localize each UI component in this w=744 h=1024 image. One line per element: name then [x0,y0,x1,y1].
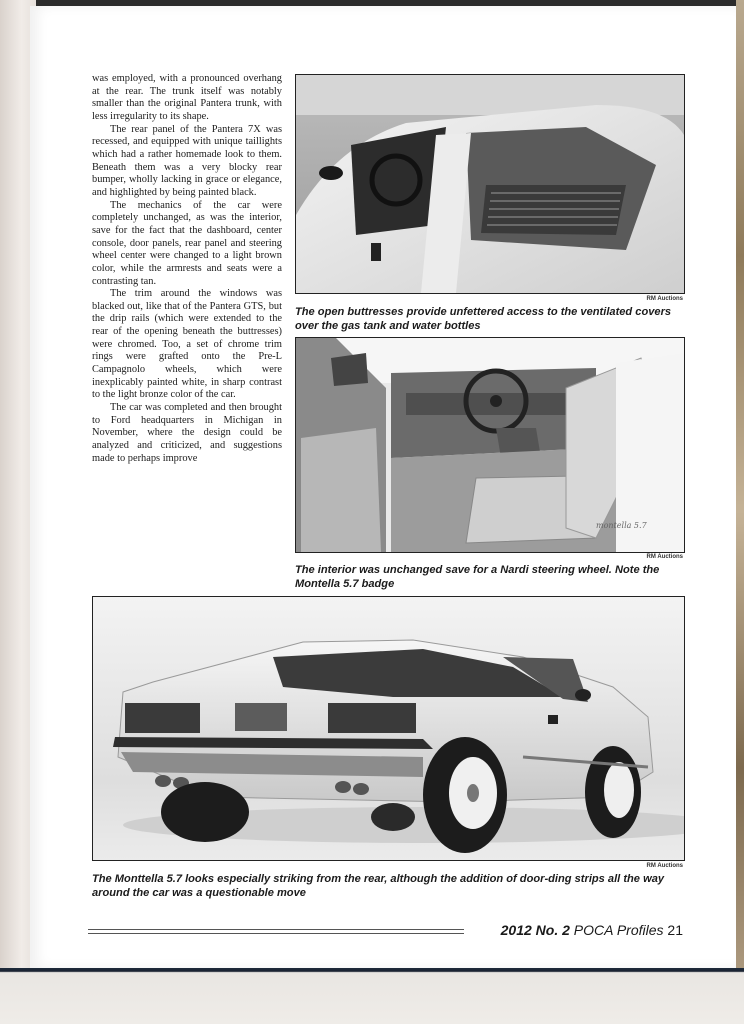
page-footer [501,922,683,938]
paragraph: The trim around the windows was blacked out, like that of the Pantera GTS, but the drip rails (which were extended to the rear of the opening beneath the buttresses) were chromed. Too, a set of chrome trim rings were grafted onto the Pre-L Campagnolo wheels, which were inexplicably painted white, in sharp contrast to the light bronze color of the car. [92,288,282,401]
photo-credit: RM Auctions [646,296,683,302]
montella-badge: montella 5.7 [596,521,647,530]
paragraph: was employed, with a pronounced overhang at the rear. The trunk itself was notably smaller than the original Pantera trunk, with less irregularity to its shape. [92,73,282,122]
footer-rule [88,929,464,930]
photo-credit: RM Auctions [646,554,683,560]
photo-buttress-detail [295,74,685,294]
footer-rule [88,933,464,934]
paragraph: The mechanics of the car were completely unchanged, as was the interior, save for the fact that the dashboard, center console, door panels, rear panel and steering wheel center were changed to a light brown color, while the armrests and seats were a contrasting tan. [92,199,282,287]
photo-caption: The open buttresses provide unfettered access to the ventilated covers over the gas tank and water bottles [295,306,672,332]
photo-interior [295,337,685,553]
page-edge [736,0,744,1024]
paragraph: The rear panel of the Pantera 7X was recessed, and equipped with unique taillights which had a rather homemade look to them. Beneath them was a very blocky rear bumper, wholly lacking in grace or elegance, and highlighted by being painted black. [92,123,282,198]
photo-caption: The interior was unchanged save for a Nardi steering wheel. Note the Montella 5.7 badge [295,564,660,590]
page-bottom-edge [0,968,744,1024]
photo-caption: The Monttella 5.7 looks especially striking from the rear, although the addition of door-ding strips all the way around the car was a questionable move [92,873,665,899]
page-number: 21 [667,922,683,938]
photo-credit: RM Auctions [646,863,683,869]
article-body-column [92,73,282,465]
paragraph: The car was completed and then brought to Ford headquarters in Michigan in November, where the design could be analyzed and criticized, and suggestions made to perhaps improve [92,402,282,464]
photo-rear-three-quarter [92,596,685,861]
issue-label: 2012 No. 2 [500,922,570,938]
publication-name: POCA Profiles [573,922,664,938]
